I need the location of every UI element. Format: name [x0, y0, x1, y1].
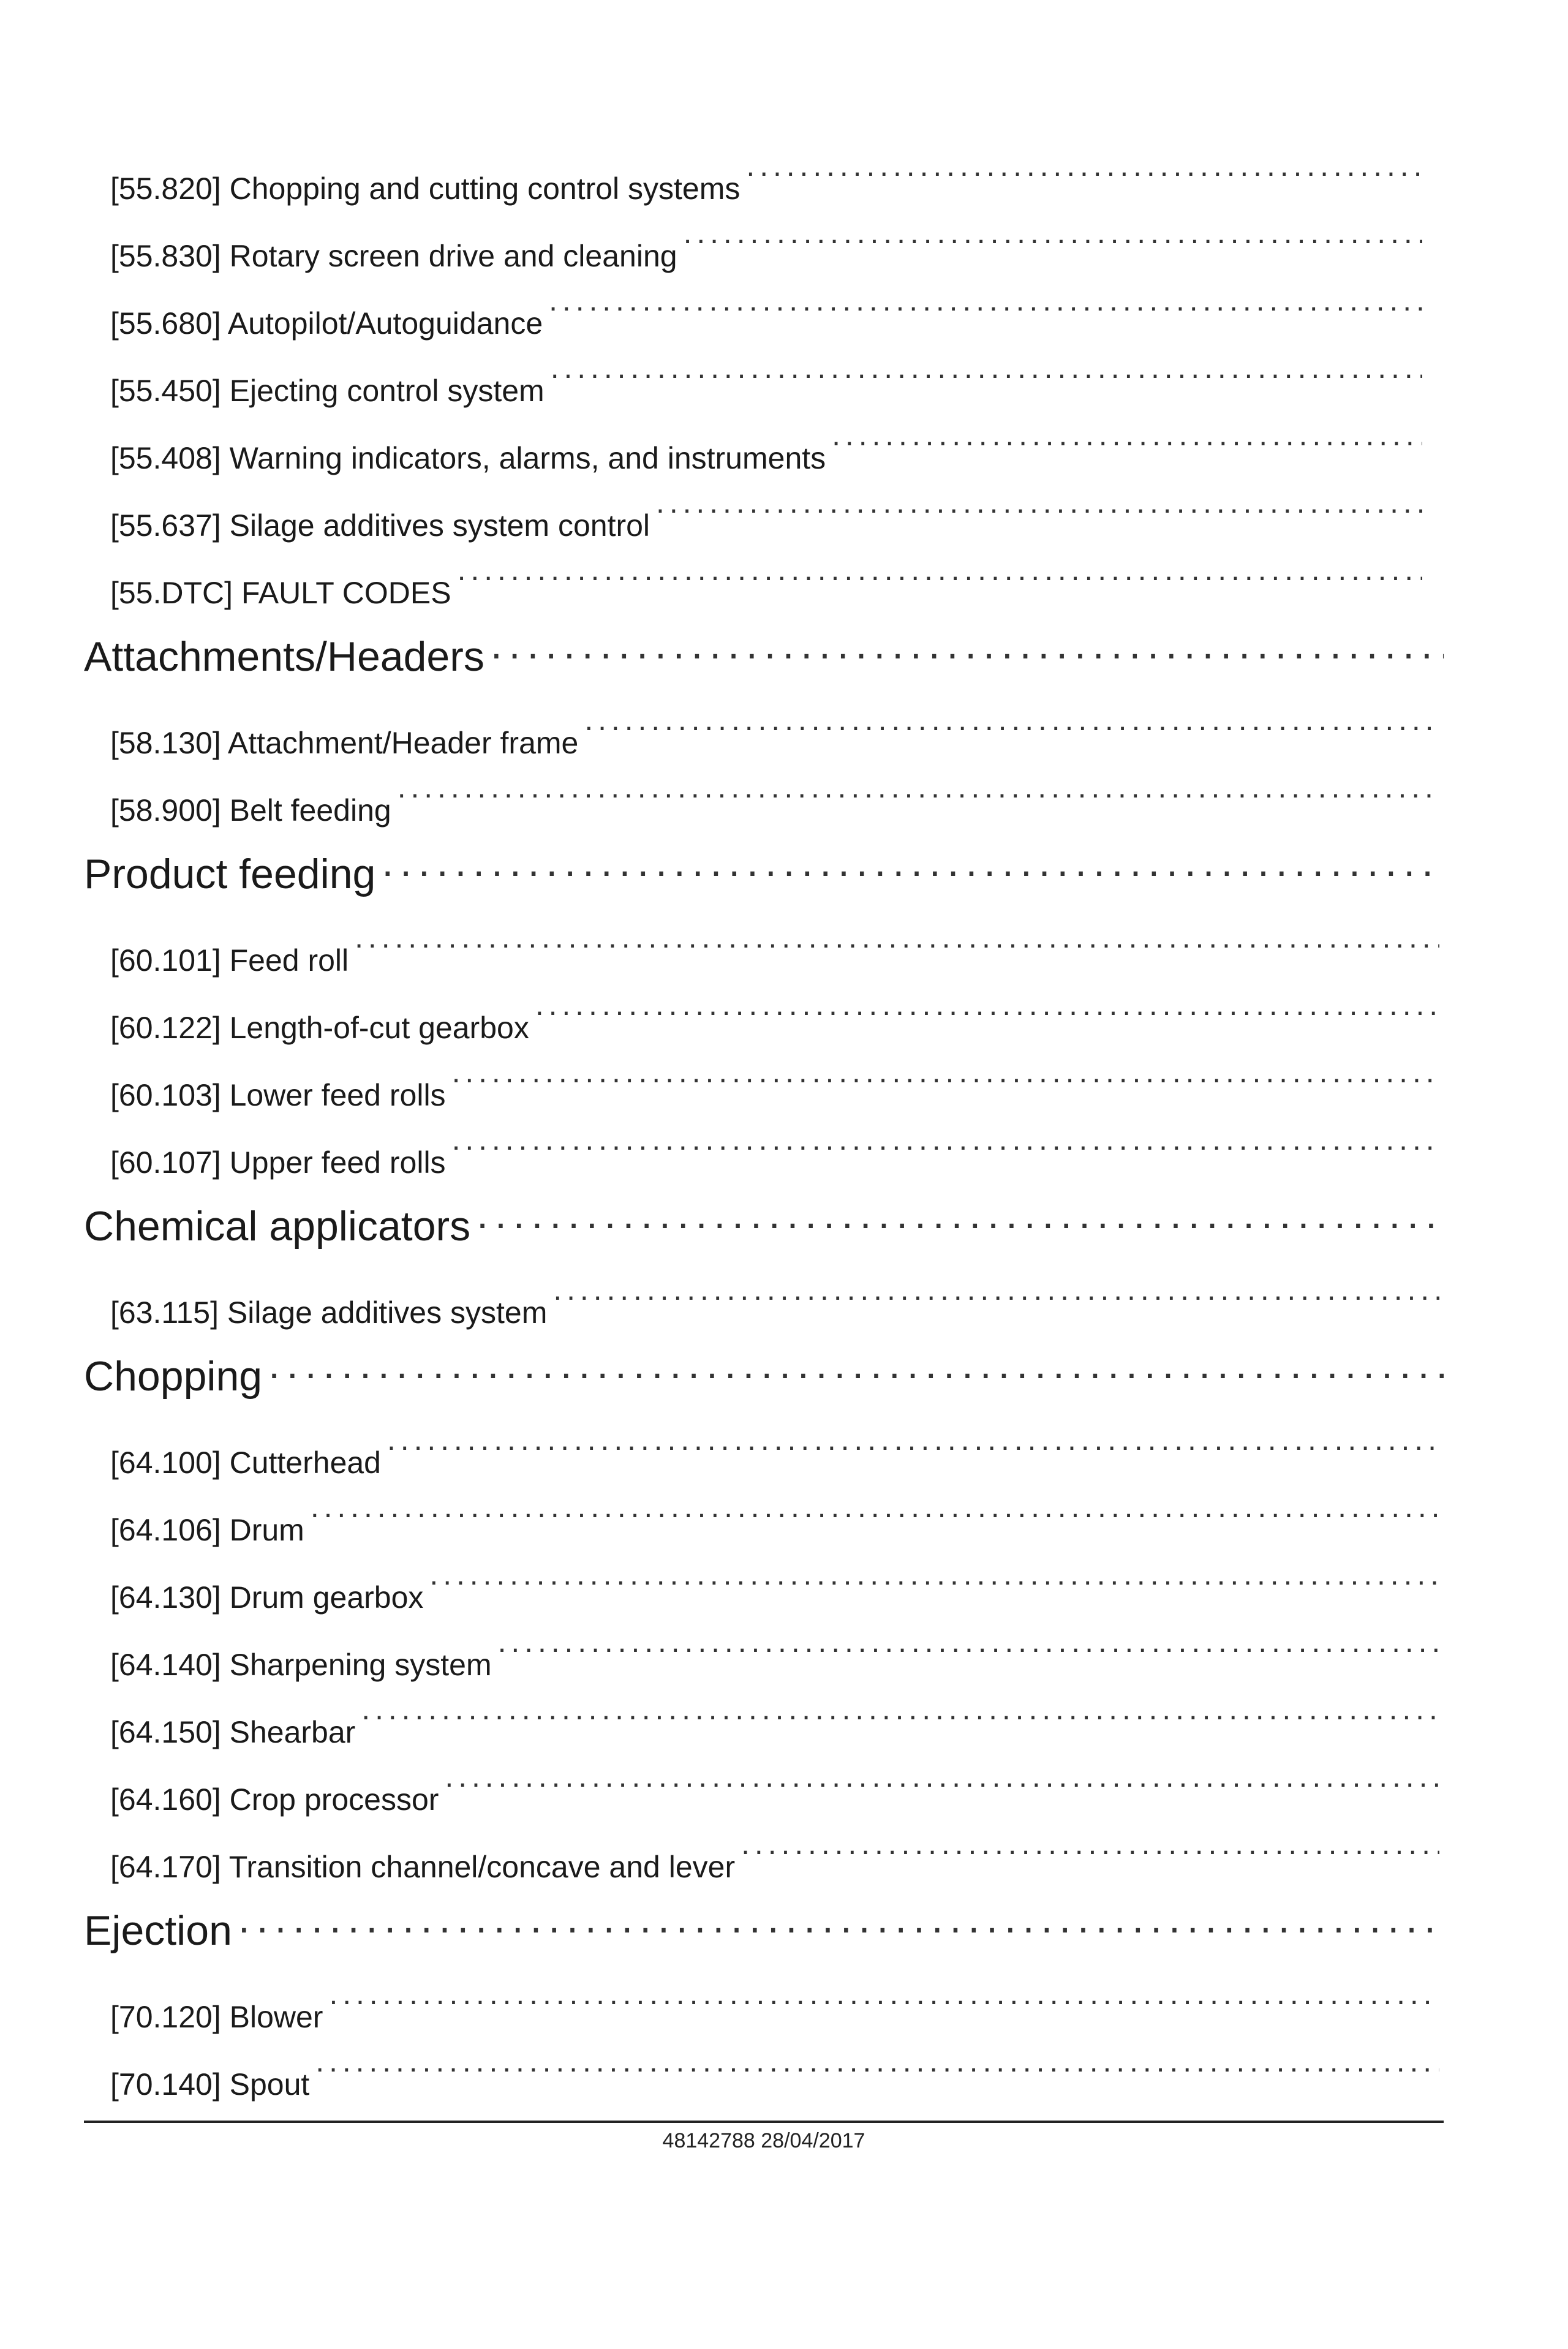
toc-entry-label: [60.103] Lower feed rolls [110, 1078, 446, 1112]
toc-entry-label: [64.130] Drum gearbox [110, 1580, 424, 1615]
toc-entry-label: [63.115] Silage additives system [110, 1295, 548, 1330]
toc-entry-label: [64.140] Sharpening system [110, 1648, 492, 1682]
toc-entry-label: [64.106] Drum [110, 1513, 304, 1547]
toc-entry[interactable] [84, 2027, 1439, 2102]
toc-entry-label: [55.450] Ejecting control system [110, 374, 545, 408]
toc-entry-label: [58.130] Attachment/Header frame [110, 726, 579, 760]
toc-section-label: Ejection [84, 1907, 232, 1954]
toc-entry-page [84, 132, 1568, 2349]
toc-entry-label: [55.820] Chopping and cutting control systems [110, 172, 741, 206]
toc-entry-label: [55.408] Warning indicators, alarms, and instruments [110, 441, 826, 475]
toc-entry-label: [55.680] Autopilot/Autoguidance [110, 306, 543, 341]
toc-section-label: Chopping [84, 1353, 263, 1400]
toc-entry-label: [64.100] Cutterhead [110, 1446, 381, 1480]
toc-section-label: Product feeding [84, 851, 376, 897]
toc-entry-label: [60.101] Feed roll [110, 943, 349, 978]
toc-entry-label: [60.107] Upper feed rolls [110, 1145, 446, 1180]
toc-entry-label: [58.900] Belt feeding [110, 793, 391, 828]
toc-entry-label: [70.120] Blower [110, 2000, 323, 2034]
toc-section-label: Chemical applicators [84, 1203, 471, 1250]
toc-entry-label: [60.122] Length-of-cut gearbox [110, 1011, 529, 1045]
toc-entry-label: [55.830] Rotary screen drive and cleaning [110, 239, 677, 273]
toc-entry-label: [55.637] Silage additives system control [110, 508, 650, 543]
toc-entry-label: [64.170] Transition channel/concave and lever [110, 1850, 736, 1884]
footer-divider [84, 2121, 1444, 2123]
toc-entry-label: [70.140] Spout [110, 2067, 310, 2102]
toc-entry-label: [55.DTC] FAULT CODES [110, 576, 451, 610]
footer-document-id: 48142788 28/04/2017 [662, 2129, 865, 2152]
toc-section-label: Attachments/Headers [84, 633, 484, 680]
toc-entry-label: [64.160] Crop processor [110, 1782, 439, 1817]
toc-entry-label: [64.150] Shearbar [110, 1715, 356, 1749]
table-of-contents [84, 132, 1444, 2102]
